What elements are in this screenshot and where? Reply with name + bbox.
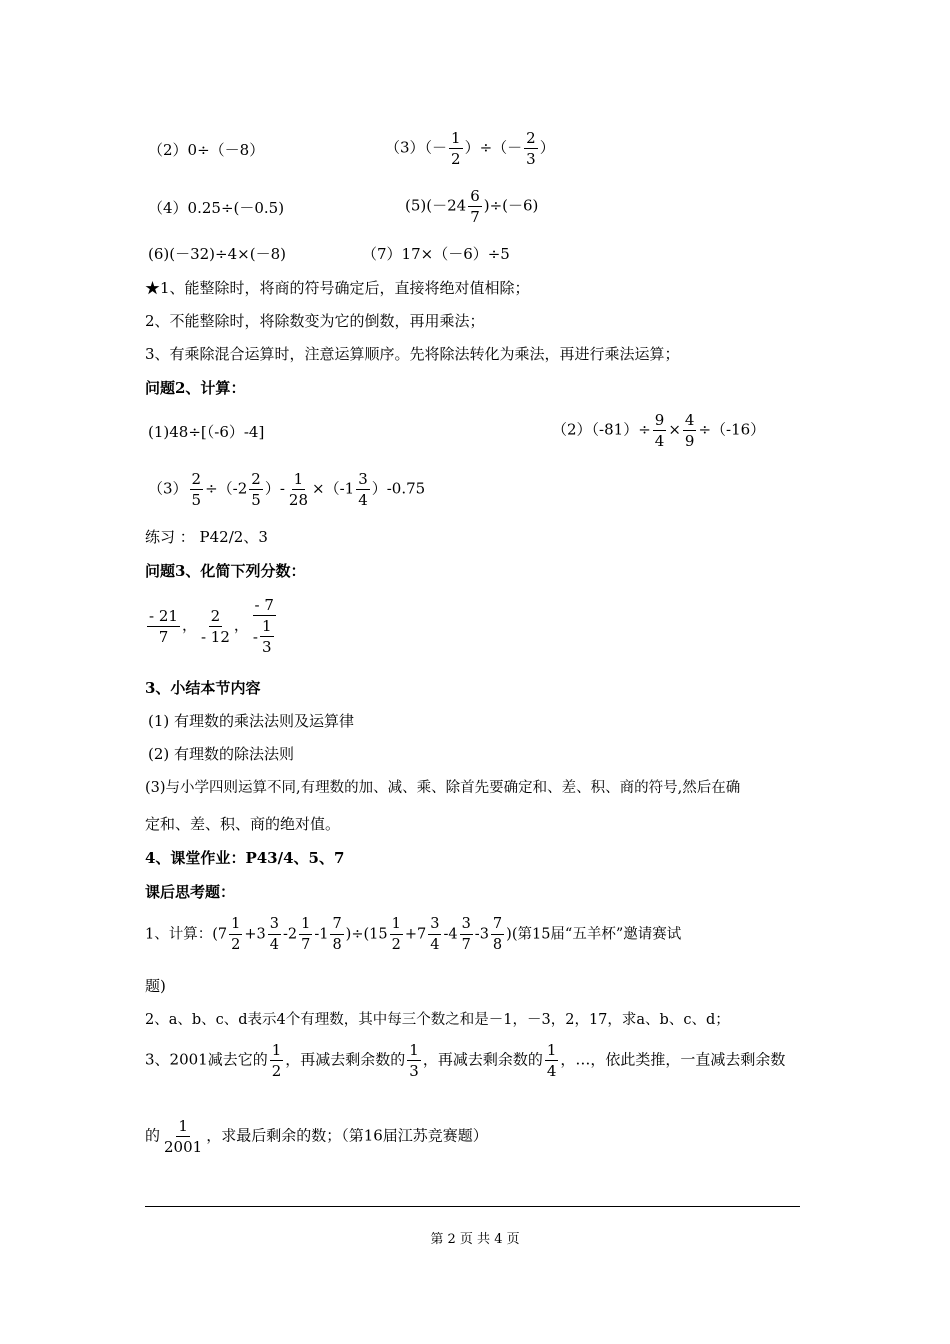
summary-line-3: (3)与小学四则运算不同,有理数的加、减、乘、除首先要确定和、差、积、商的符号,然后在确	[145, 780, 741, 796]
rule-3: 3、有乘除混合运算时，注意运算顺序。先将除法转化为乘法，再进行乘法运算；	[145, 345, 680, 363]
fraction	[407, 1040, 421, 1081]
text: ，求最后剩余的数；（第16届江苏竞赛题）	[206, 1126, 488, 1145]
denominator: 3	[261, 638, 272, 656]
exercise-3	[385, 128, 555, 169]
item-text: ×（-1	[312, 479, 355, 498]
rule-2: 2、不能整除时，将除数变为它的倒数，再用乘法；	[145, 312, 485, 330]
homework-line: 4、课堂作业：P43/4、5、7	[145, 849, 345, 867]
fraction	[162, 1116, 204, 1157]
item-text: （2）（-81）÷	[552, 420, 651, 439]
numerator: 4	[684, 411, 695, 429]
item-text: （3）	[148, 479, 188, 498]
text: -1	[314, 926, 329, 943]
fraction	[260, 616, 274, 657]
numerator: 6	[470, 187, 480, 205]
denominator: 2	[231, 937, 241, 953]
numerator: 3	[428, 914, 441, 935]
fraction	[390, 914, 403, 955]
denominator: 4	[358, 491, 368, 509]
denominator: 4	[269, 937, 279, 953]
fraction	[147, 606, 180, 647]
fraction	[545, 1040, 559, 1081]
numerator: 1	[409, 1041, 419, 1059]
footer-divider	[145, 1206, 800, 1207]
problem-2-item-2	[552, 410, 765, 451]
exercise-5	[405, 186, 538, 227]
problem-2-item-1: (1)48÷[（-6）-4]	[148, 423, 265, 441]
denominator: 3	[409, 1062, 419, 1080]
text: 3、2001减去它的	[145, 1050, 268, 1069]
denominator: 4	[654, 432, 665, 450]
fraction	[524, 128, 538, 169]
text: ，再减去剩余数的	[422, 1050, 543, 1069]
text: -2	[282, 926, 298, 943]
problem-3-fractions	[145, 595, 280, 657]
numerator: 1	[299, 914, 312, 935]
numerator: 1	[229, 914, 242, 935]
denominator	[251, 616, 278, 657]
fraction	[653, 410, 667, 451]
text: -4	[443, 926, 458, 943]
numerator: 1	[390, 914, 403, 935]
numerator: 7	[491, 914, 504, 935]
denominator: 7	[470, 208, 480, 226]
denominator: - 12	[200, 627, 230, 646]
numerator: 1	[293, 470, 304, 488]
exercise-3-text: （3）（－	[385, 138, 448, 157]
fraction	[299, 914, 312, 955]
exercise-5-text: )÷(－6)	[483, 196, 539, 215]
numerator: 2	[251, 470, 261, 488]
denominator: 2001	[164, 1138, 203, 1156]
page-number: 第 2 页 共 4 页	[430, 1232, 520, 1247]
denominator: 2	[391, 937, 401, 953]
text: -3	[474, 926, 489, 943]
denominator: 3	[526, 150, 536, 168]
denominator: 7	[158, 627, 169, 646]
think-1	[145, 914, 681, 955]
fraction	[287, 469, 310, 510]
denominator: 5	[251, 491, 261, 509]
numerator: 1	[178, 1117, 188, 1135]
exercise-7: （7）17×（－6）÷5	[362, 245, 510, 263]
numerator: 2	[191, 470, 202, 488]
summary-line-4: 定和、差、积、商的绝对值。	[145, 815, 341, 833]
numerator: 1	[451, 129, 461, 147]
denominator: 2	[271, 1062, 282, 1080]
item-text: ）-	[264, 479, 285, 498]
denominator: 8	[332, 937, 342, 953]
numerator: - 21	[149, 606, 178, 625]
problem-3-title: 问题3、化简下列分数：	[145, 562, 306, 580]
numerator: 9	[654, 411, 665, 429]
denominator: 9	[684, 432, 695, 450]
denominator: 4	[546, 1062, 557, 1080]
fraction	[190, 469, 204, 510]
summary-line-1: (1) 有理数的乘法法则及运算律	[148, 712, 355, 730]
numerator: 7	[330, 914, 343, 935]
fraction	[229, 914, 242, 955]
exercise-2: （2）0÷（－8）	[148, 141, 265, 159]
item-text: ）-0.75	[371, 479, 426, 498]
text: 1、计算：(7	[145, 926, 228, 943]
compound-fraction	[251, 595, 278, 657]
fraction	[356, 469, 370, 510]
fraction	[449, 128, 463, 169]
denominator: 2	[451, 150, 461, 168]
fraction	[199, 606, 232, 647]
rule-1: ★1、能整除时，将商的符号确定后，直接将绝对值相除；	[145, 279, 530, 297]
text: +7	[404, 926, 427, 943]
fraction	[468, 186, 482, 227]
numerator: 3	[268, 914, 281, 935]
denominator: 4	[430, 937, 440, 953]
denominator: 7	[301, 937, 311, 953]
denominator: 7	[461, 937, 471, 953]
fraction	[268, 914, 281, 955]
think-3-cont	[145, 1116, 488, 1157]
exercise-3-text: ）÷（－	[464, 138, 523, 157]
numerator: - 7	[254, 596, 274, 614]
text: ，再减去剩余数的	[285, 1050, 406, 1069]
separator: ，	[233, 616, 249, 634]
summary-title: 3、小结本节内容	[145, 679, 261, 697]
sign: -	[252, 627, 258, 646]
denominator: 28	[288, 491, 308, 509]
text: ，…，依此类推，一直减去剩余数	[560, 1050, 786, 1069]
separator: ，	[181, 616, 197, 634]
problem-2-item-3	[148, 469, 425, 510]
denominator: 8	[492, 937, 503, 953]
fraction	[249, 469, 263, 510]
numerator: 1	[271, 1041, 282, 1059]
think-title: 课后思考题：	[145, 883, 236, 901]
problem-2-title: 问题2、计算：	[145, 379, 246, 397]
think-2: 2、a、b、c、d表示4个有理数，其中每三个数之和是－1，－3，2，17，求a、b、c、d；	[145, 1012, 730, 1028]
fraction	[330, 914, 343, 955]
numerator: 3	[358, 470, 368, 488]
fraction	[683, 410, 697, 451]
item-text: ×	[668, 420, 681, 439]
exercise-6: (6)(－32)÷4×(－8)	[148, 245, 286, 263]
denominator: 5	[191, 491, 202, 509]
numerator: 1	[546, 1041, 557, 1059]
numerator: 1	[261, 617, 272, 635]
text: 的	[145, 1126, 161, 1145]
nested	[253, 616, 276, 657]
think-3	[145, 1040, 785, 1081]
practice-line: 练习 ： P42/2、3	[145, 528, 268, 546]
think-1-end: 题)	[145, 977, 166, 995]
fraction	[460, 914, 473, 955]
numerator: 3	[460, 914, 473, 935]
item-text: ÷（-2	[205, 479, 248, 498]
fraction	[491, 914, 504, 955]
exercise-4: （4）0.25÷(－0.5)	[148, 199, 285, 217]
text: )(第15届“五羊杯”邀请赛试	[506, 926, 682, 943]
fraction	[270, 1040, 284, 1081]
text: )÷(15	[345, 926, 388, 943]
numerator: 2	[526, 129, 536, 147]
exercise-5-text: (5)(－24	[405, 196, 467, 215]
item-text: ÷（-16）	[698, 420, 766, 439]
numerator: 2	[210, 606, 221, 625]
summary-line-2: (2) 有理数的除法法则	[148, 745, 295, 763]
exercise-3-text: ）	[539, 138, 555, 157]
text: +3	[244, 926, 266, 943]
fraction	[428, 914, 441, 955]
